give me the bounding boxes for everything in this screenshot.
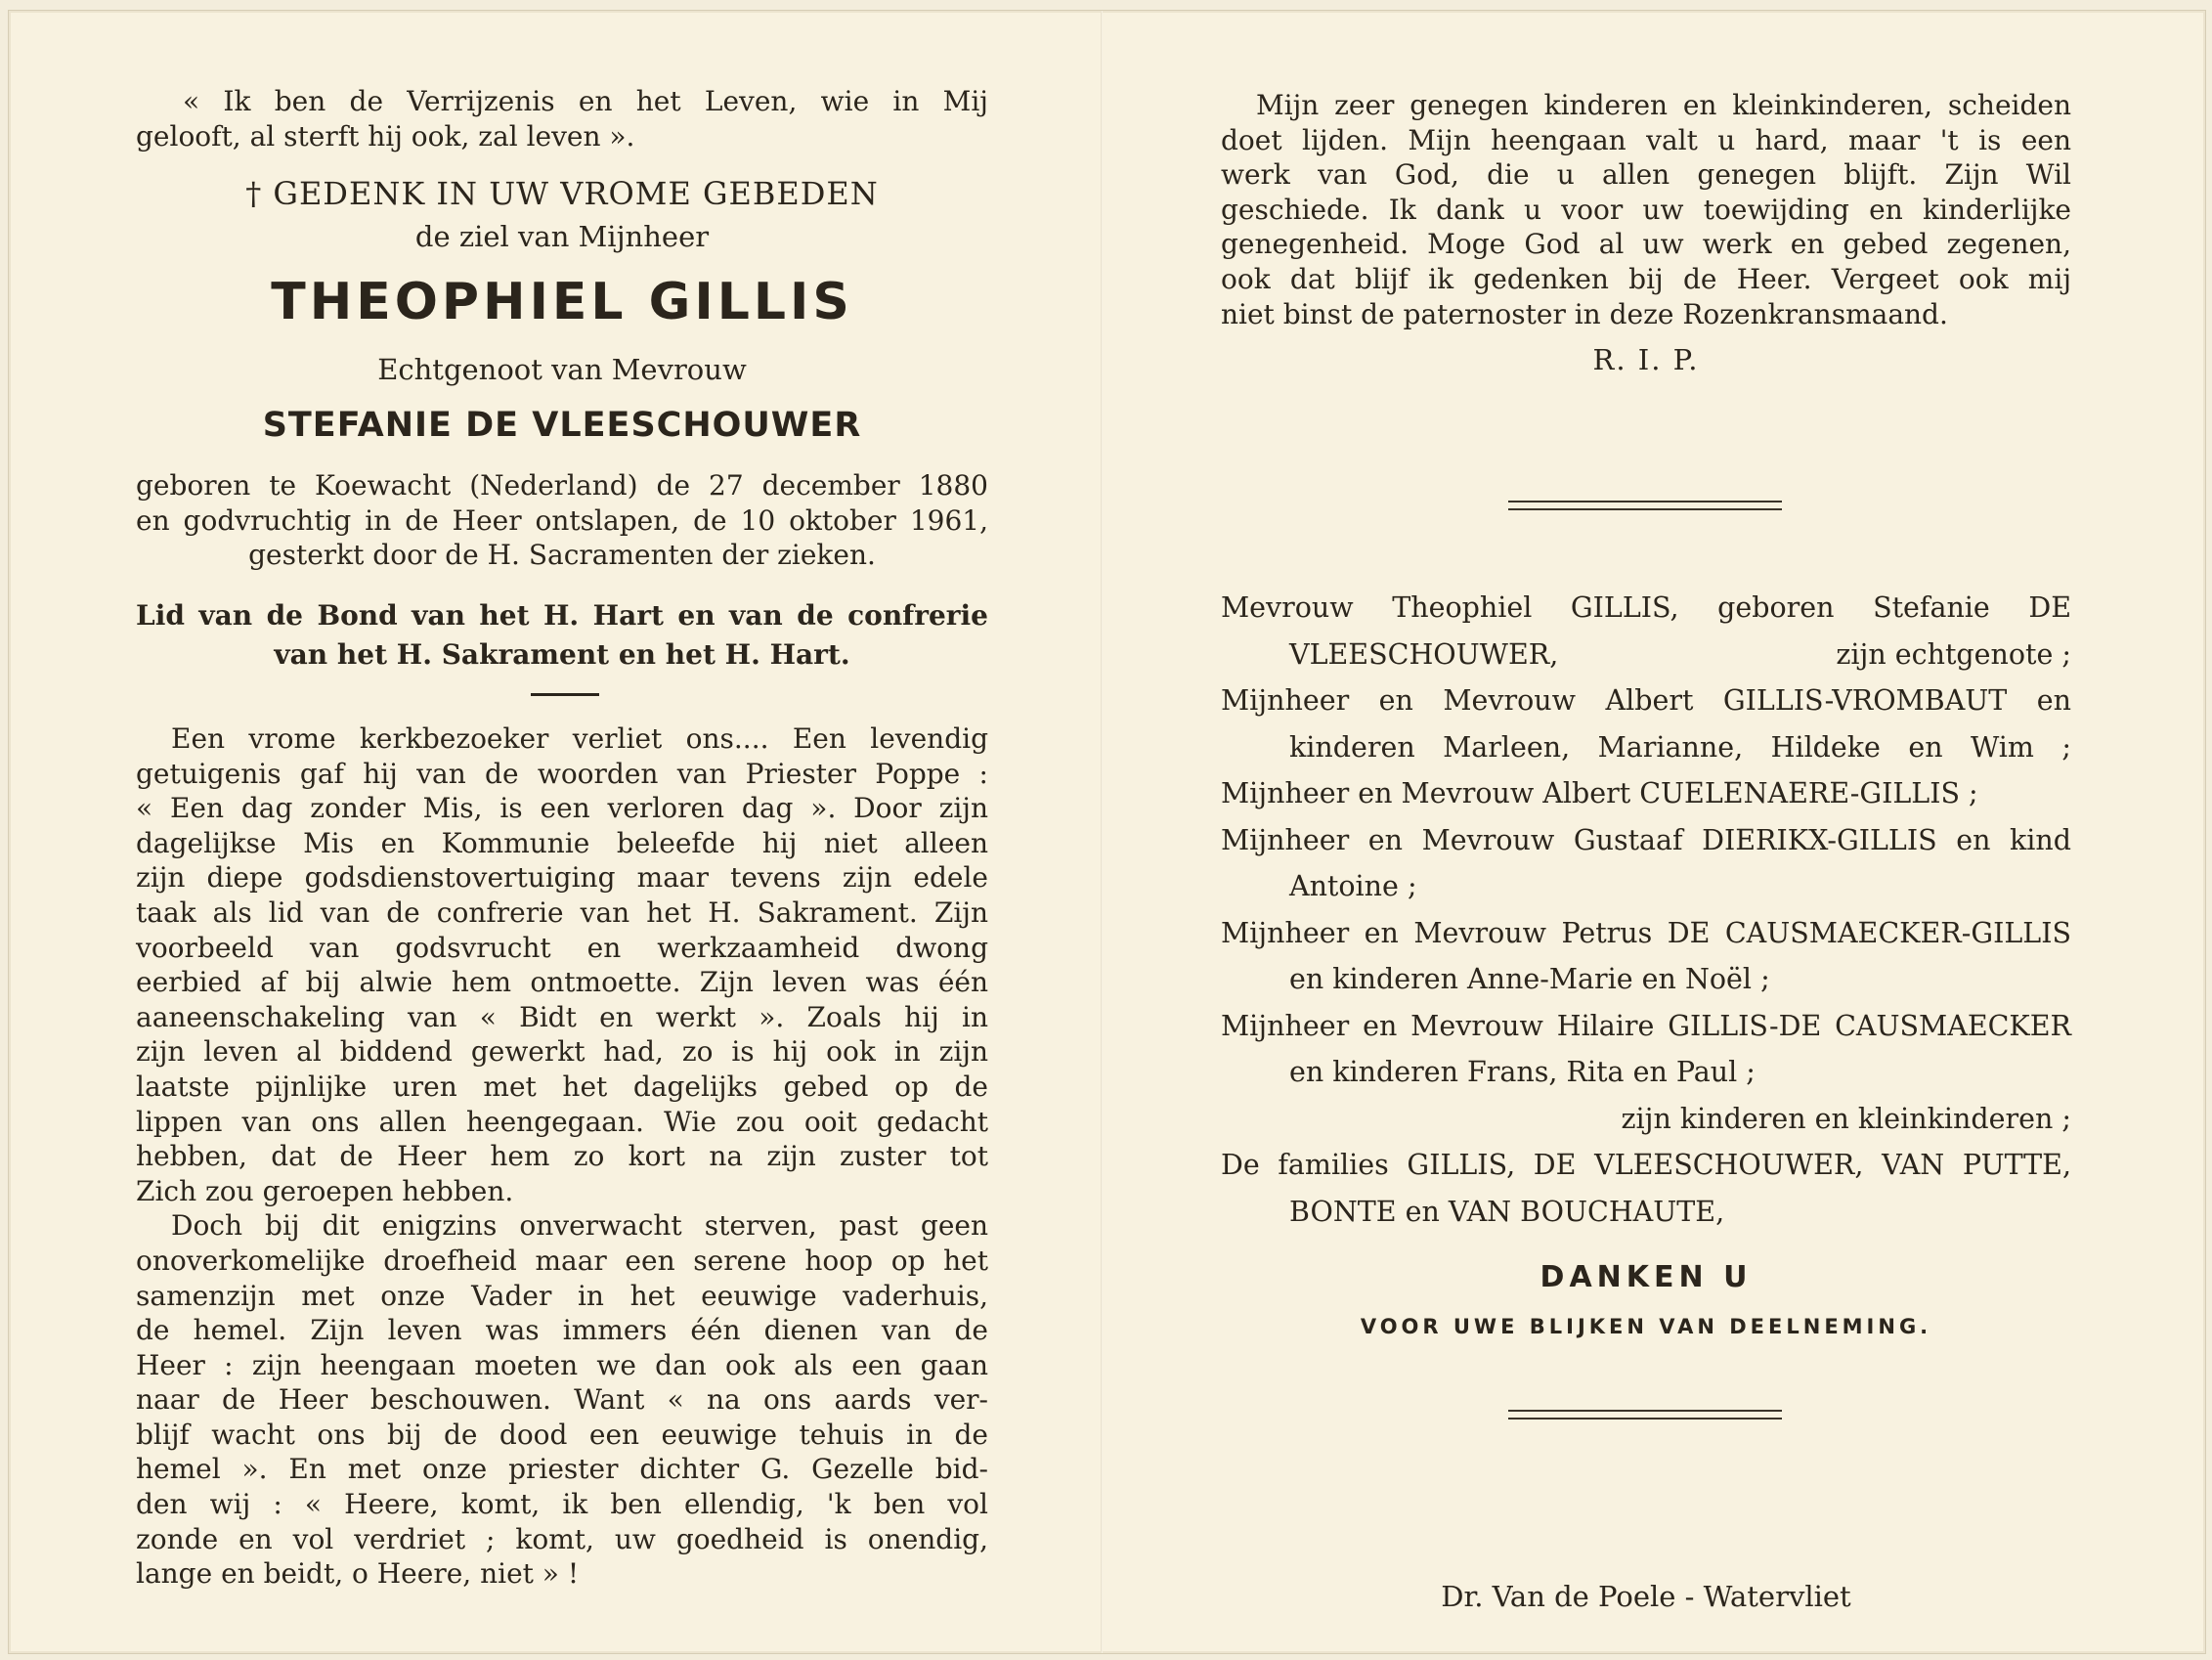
double-divider xyxy=(1508,501,1782,510)
family-line: kinderen Marleen, Marianne, Hildeke en Wim ; xyxy=(1289,730,2071,764)
family-line: BONTE en VAN BOUCHAUTE, xyxy=(1289,1195,1725,1228)
double-divider xyxy=(1508,1410,1782,1420)
farewell-line: werk van God, die u allen genegen blijft. Zijn Wil xyxy=(1221,158,2071,192)
tribute-line: onoverkomelijke droefheid maar een serene hoop op het xyxy=(136,1244,988,1277)
family-entry xyxy=(1221,632,2071,678)
farewell-line: doet lijden. Mijn heengaan valt u hard, maar 't is een xyxy=(1221,123,2071,156)
details-line: en godvruchtig in de Heer ontslapen, de 10 oktober 1961, xyxy=(136,503,988,537)
tribute-line: lange en beidt, o Heere, niet » ! xyxy=(136,1557,580,1591)
membership-note xyxy=(136,596,988,675)
family-entry xyxy=(1221,956,2071,1003)
details-line: gesterkt door de H. Sacramenten der zieken. xyxy=(248,539,876,572)
family-line: en kinderen Frans, Rita en Paul ; xyxy=(1289,1056,1756,1088)
family-entry xyxy=(1221,910,2071,957)
tribute-line: laatste pijnlijke uren met het dagelijks gebed op de xyxy=(136,1070,988,1103)
scripture-quote xyxy=(136,84,988,153)
left-panel xyxy=(136,11,988,1653)
family-entry xyxy=(1221,1096,2071,1143)
membership-line: van het H. Sakrament en het H. Hart. xyxy=(274,638,850,671)
tribute-line: Een vrome kerkbezoeker verliet ons.... Een levendig xyxy=(171,722,988,755)
rip-text: R. I. P. xyxy=(1592,343,1700,376)
tribute-text xyxy=(136,721,988,1592)
soul-of-line: de ziel van Mijnheer xyxy=(414,220,710,253)
tribute-line: eerbied af bij alwie hem ontmoette. Zijn leven was één xyxy=(136,966,988,999)
family-entry xyxy=(1221,1003,2071,1050)
tribute-line: naar de Heer beschouwen. Want « na ons aards ver- xyxy=(136,1383,988,1417)
family-entry xyxy=(1221,585,2071,632)
family-line: Antoine ; xyxy=(1289,870,1417,902)
spouse-name: STEFANIE DE VLEESCHOUWER xyxy=(262,406,862,445)
tribute-line: hebben, dat de Heer hem zo kort na zijn zuster tot xyxy=(136,1140,988,1173)
family-entry xyxy=(1221,1049,2071,1096)
card-fold xyxy=(1101,11,1103,1653)
thanks-subheading: VOOR UWE BLIJKEN VAN DEELNEMING. xyxy=(1360,1315,1932,1338)
farewell-line: geschiede. Ik dank u voor uw toewijding en kinderlijke xyxy=(1221,193,2071,226)
tribute-line: aaneenschakeling van « Bidt en werkt ». Zoals hij in xyxy=(136,1000,988,1033)
memorial-card xyxy=(8,10,2206,1654)
tribute-line: Doch bij dit enigzins onverwacht sterven, past geen xyxy=(171,1209,988,1243)
tribute-line: voorbeeld van godsvrucht en werkzaamheid dwong xyxy=(136,931,988,964)
tribute-line: Zich zou geroepen hebben. xyxy=(136,1174,514,1207)
family-line: en kinderen Anne-Marie en Noël ; xyxy=(1289,963,1770,995)
quote-line: « Ik ben de Verrijzenis en het Leven, wie in Mij xyxy=(183,85,988,117)
birth-death-details xyxy=(136,468,988,573)
family-entry xyxy=(1221,770,2071,817)
family-entry xyxy=(1221,1142,2071,1189)
family-list xyxy=(1221,585,2071,1235)
tribute-line: hemel ». En met onze priester dichter G. Gezelle bid- xyxy=(136,1453,988,1486)
tribute-line: dagelijkse Mis en Kommunie beleefde hij niet alleen xyxy=(136,826,988,859)
family-line: Mijnheer en Mevrouw Hilaire GILLIS-DE CAUSMAECKER xyxy=(1221,1009,2071,1042)
tribute-line: zijn diepe godsdienstovertuiging maar tevens zijn edele xyxy=(136,861,988,895)
tribute-line: de hemel. Zijn leven was immers één dienen van de xyxy=(136,1314,988,1347)
thanks-heading: DANKEN U xyxy=(1540,1260,1753,1294)
family-line: Mijnheer en Mevrouw Gustaaf DIERIKX-GILLIS en kind xyxy=(1221,823,2071,856)
details-line: geboren te Koewacht (Nederland) de 27 december 1880 xyxy=(136,469,988,502)
family-entry xyxy=(1221,863,2071,910)
farewell-line: Mijn zeer genegen kinderen en kleinkinderen, scheiden xyxy=(1256,89,2071,121)
deceased-name: THEOPHIEL GILLIS xyxy=(271,273,853,331)
family-line: zijn kinderen en kleinkinderen ; xyxy=(1621,1102,2071,1135)
tribute-line: « Een dag zonder Mis, is een verloren dag ». Door zijn xyxy=(136,792,988,825)
membership-line: Lid van de Bond van het H. Hart en van de confrerie xyxy=(136,599,988,632)
tribute-line: getuigenis gaf hij van de woorden van Priester Poppe : xyxy=(136,757,988,790)
family-line: Mijnheer en Mevrouw Albert CUELENAERE-GILLIS ; xyxy=(1221,777,1978,809)
tribute-line: taak als lid van de confrerie van het H. Sakrament. Zijn xyxy=(136,896,988,929)
family-line: VLEESCHOUWER, xyxy=(1289,637,1559,671)
farewell-line: genegenheid. Moge God al uw werk en gebed zegenen, xyxy=(1221,228,2071,261)
tribute-line: zonde en vol verdriet ; komt, uw goedheid is onendig, xyxy=(136,1522,988,1555)
spouse-intro: Echtgenoot van Mevrouw xyxy=(377,353,747,386)
farewell-message xyxy=(1221,88,2071,331)
tribute-line: Heer : zijn heengaan moeten we dan ook als een gaan xyxy=(136,1348,988,1381)
family-entry xyxy=(1221,724,2071,771)
family-line: Mevrouw Theophiel GILLIS, geboren Stefanie DE xyxy=(1221,591,2071,624)
tribute-line: lippen van ons allen heengegaan. Wie zou ooit gedacht xyxy=(136,1105,988,1138)
family-entry xyxy=(1221,817,2071,864)
short-divider xyxy=(531,693,599,696)
tribute-line: zijn leven al biddend gewerkt had, zo is hij ook in zijn xyxy=(136,1035,988,1069)
farewell-line: ook dat blijf ik gedenken bij de Heer. Vergeet ook mij xyxy=(1221,262,2071,295)
printer-credit: Dr. Van de Poele - Watervliet xyxy=(1441,1580,1851,1613)
family-line: Mijnheer en Mevrouw Petrus DE CAUSMAECKER-GILLIS xyxy=(1221,916,2071,949)
remember-heading: † GEDENK IN UW VROME GEBEDEN xyxy=(245,175,879,212)
farewell-line: niet binst de paternoster in deze Rozenkransmaand. xyxy=(1221,297,1948,330)
family-entry xyxy=(1221,1189,2071,1236)
family-line: De families GILLIS, DE VLEESCHOUWER, VAN PUTTE, xyxy=(1221,1149,2071,1181)
tribute-line: samenzijn met onze Vader in het eeuwige vaderhuis, xyxy=(136,1279,988,1312)
family-line: zijn echtgenote ; xyxy=(1836,637,2071,671)
tribute-line: den wij : « Heere, komt, ik ben ellendig, 'k ben vol xyxy=(136,1488,988,1521)
right-panel xyxy=(1221,11,2071,1653)
family-line: Mijnheer en Mevrouw Albert GILLIS-VROMBAUT en xyxy=(1221,684,2071,717)
family-entry xyxy=(1221,677,2071,724)
tribute-line: blijf wacht ons bij de dood een eeuwige tehuis in de xyxy=(136,1418,988,1451)
quote-line: gelooft, al sterft hij ook, zal leven ». xyxy=(136,119,635,153)
